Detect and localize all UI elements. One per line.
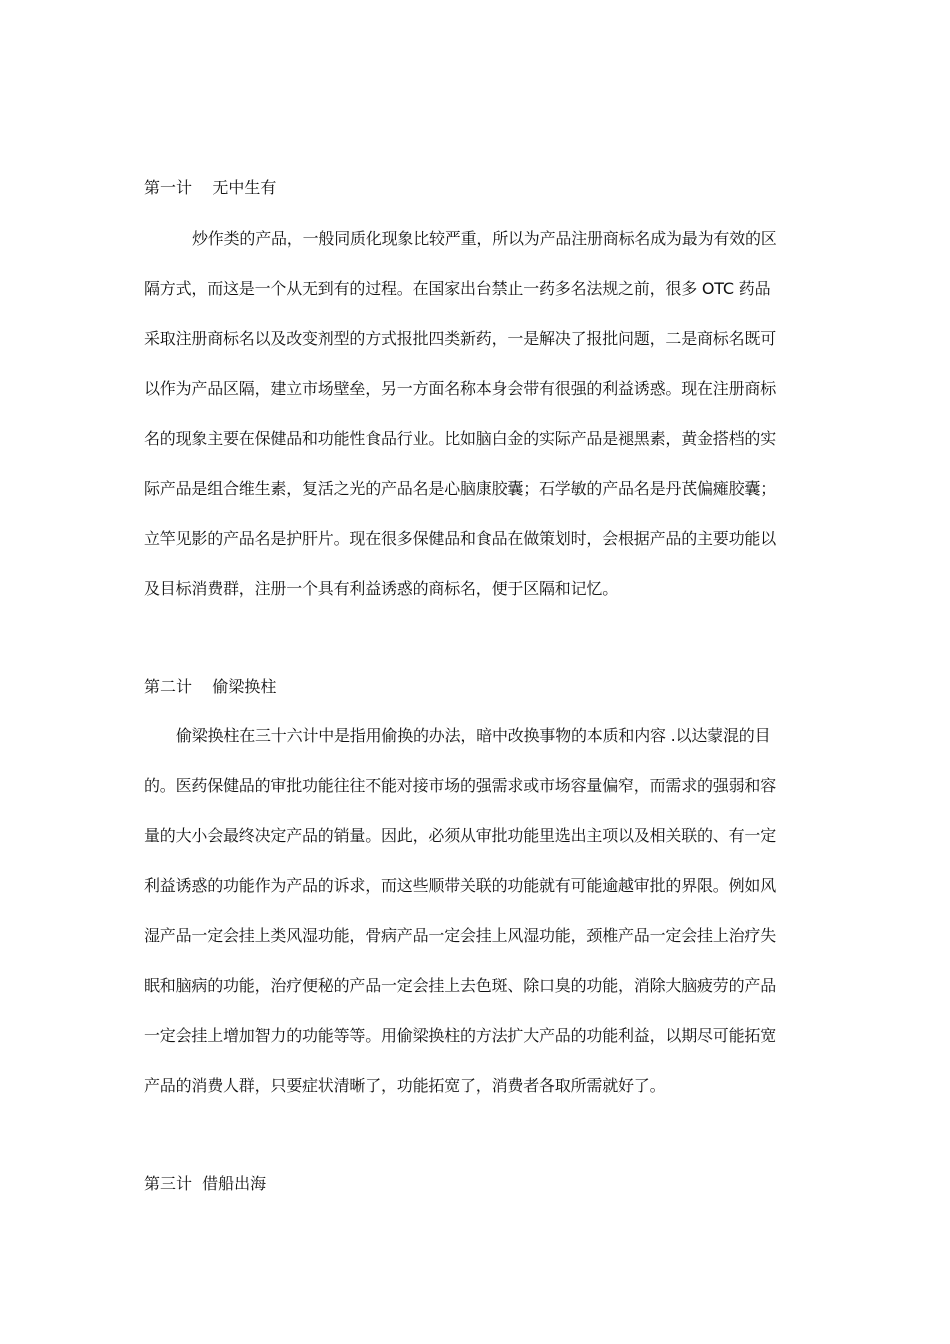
paragraph-line: 隔方式，而这是一个从无到有的过程。在国家出台禁止一药多名法规之前，很多 OTC 药品 xyxy=(144,279,771,298)
paragraph-line: 眠和脑病的功能，治疗便秘的产品一定会挂上去色斑、除口臭的功能，消除大脑疲劳的产品 xyxy=(144,976,777,995)
paragraph-line: 际产品是组合维生素，复活之光的产品名是心脑康胶囊；石学敏的产品名是丹芪偏瘫胶囊； xyxy=(144,479,777,498)
paragraph-line: 及目标消费群，注册一个具有利益诱惑的商标名，便于区隔和记忆。 xyxy=(144,579,619,598)
section-1-paragraph xyxy=(144,214,807,614)
paragraph-line: 偷梁换柱在三十六计中是指用偷换的办法，暗中改换事物的本质和内容 .以达蒙混的目 xyxy=(176,726,771,745)
paragraph-line: 利益诱惑的功能作为产品的诉求，而这些顺带关联的功能就有可能逾越审批的界限。例如风 xyxy=(144,876,777,895)
paragraph-line: 名的现象主要在保健品和功能性食品行业。比如脑白金的实际产品是褪黑素，黄金搭档的实 xyxy=(144,429,777,448)
paragraph-line: 采取注册商标名以及改变剂型的方式报批四类新药，一是解决了报批问题，二是商标名既可 xyxy=(144,329,777,348)
paragraph-line: 的。医药保健品的审批功能往往不能对接市场的强需求或市场容量偏窄，而需求的强弱和容 xyxy=(144,776,777,795)
paragraph-line: 炒作类的产品，一般同质化现象比较严重，所以为产品注册商标名成为最为有效的区 xyxy=(192,229,777,248)
section-2-paragraph xyxy=(144,711,807,1111)
paragraph-line: 湿产品一定会挂上类风湿功能，骨病产品一定会挂上风湿功能，颈椎产品一定会挂上治疗失 xyxy=(144,926,777,945)
paragraph-line: 产品的消费人群，只要症状清晰了，功能拓宽了，消费者各取所需就好了。 xyxy=(144,1076,666,1095)
section-1-title: 第一计 无中生有 xyxy=(144,178,277,197)
paragraph-line: 量的大小会最终决定产品的销量。因此，必须从审批功能里选出主项以及相关联的、有一定 xyxy=(144,826,777,845)
section-3-title: 第三计 借船出海 xyxy=(144,1174,267,1193)
paragraph-line: 以作为产品区隔，建立市场壁垒，另一方面名称本身会带有很强的利益诱惑。现在注册商标 xyxy=(144,379,777,398)
paragraph-line: 一定会挂上增加智力的功能等等。用偷梁换柱的方法扩大产品的功能利益，以期尽可能拓宽 xyxy=(144,1026,777,1045)
paragraph-line: 立竿见影的产品名是护肝片。现在很多保健品和食品在做策划时，会根据产品的主要功能以 xyxy=(144,529,777,548)
section-2-title: 第二计 偷梁换柱 xyxy=(144,677,277,696)
